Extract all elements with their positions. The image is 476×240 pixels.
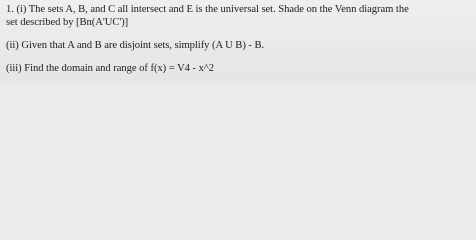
question-part-i-line-2: set described by [Bn(A'UC')] bbox=[6, 17, 129, 28]
question-part-iii: (iii) Find the domain and range of f(x) = V4 - x^2 bbox=[6, 63, 215, 74]
question-part-ii: (ii) Given that A and B are disjoint sets, simplify (A U B) - B. bbox=[6, 40, 265, 51]
question-part-i-line-1: 1. (i) The sets A, B, and C all intersect and E is the universal set. Shade on the Venn diagram the bbox=[6, 4, 409, 15]
question-document bbox=[0, 0, 476, 83]
